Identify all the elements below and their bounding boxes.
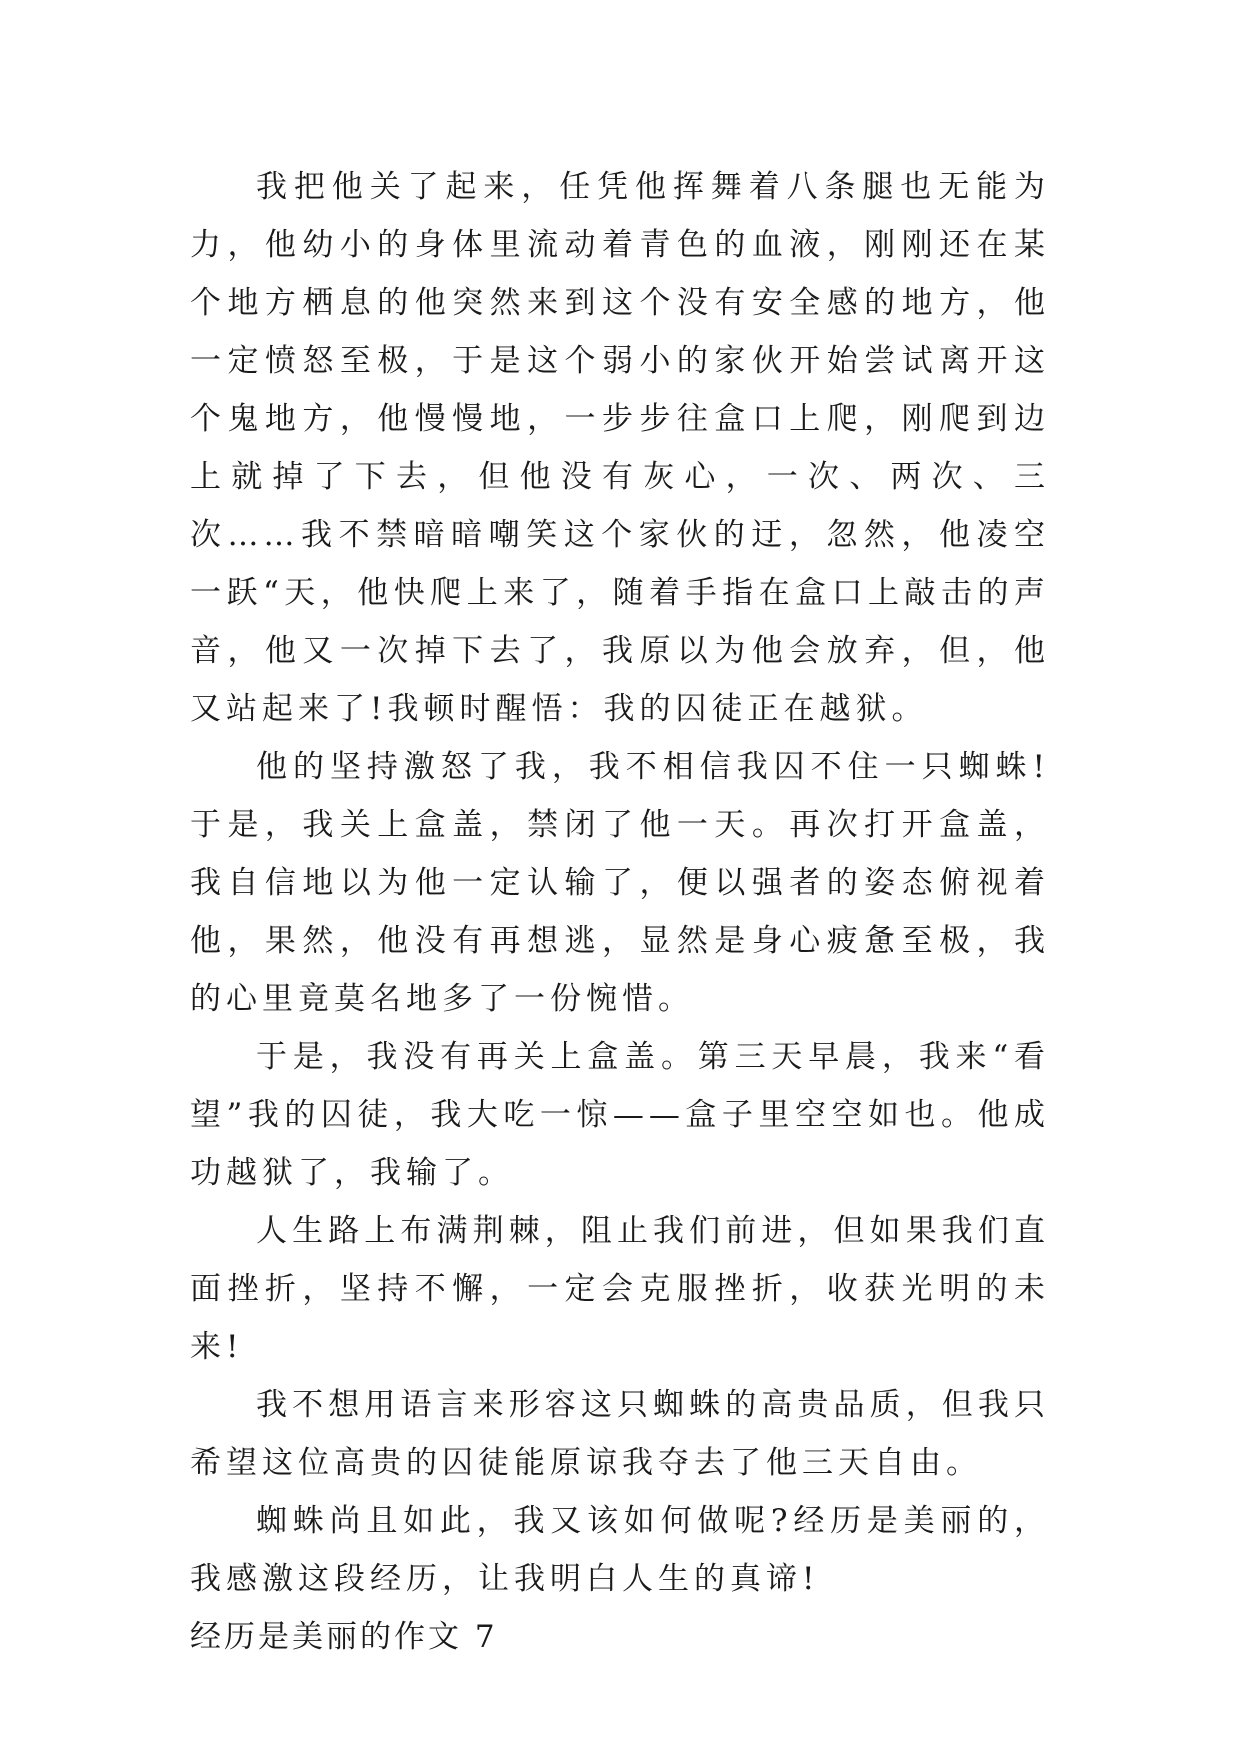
- section-title: 经历是美丽的作文 7: [190, 1619, 498, 1655]
- paragraph: 我不想用语言来形容这只蜘蛛的高贵品质，但我只希望这位高贵的囚徒能原谅我夺去了他三天自由。: [190, 1387, 1050, 1481]
- paragraph: 蜘蛛尚且如此，我又该如何做呢?经历是美丽的，我感激这段经历，让我明白人生的真谛!: [190, 1503, 1050, 1597]
- paragraph: 人生路上布满荆棘，阻止我们前进，但如果我们直面挫折，坚持不懈，一定会克服挫折，收获光明的未来!: [190, 1213, 1050, 1365]
- paragraph: 他的坚持激怒了我，我不相信我囚不住一只蜘蛛!于是，我关上盒盖，禁闭了他一天。再次打开盒盖，我自信地以为他一定认输了，便以强者的姿态俯视着他，果然，他没有再想逃，显然是身心疲惫至极，我的心里竟莫名地多了一份惋惜。: [190, 749, 1050, 1017]
- paragraph: 我把他关了起来，任凭他挥舞着八条腿也无能为力，他幼小的身体里流动着青色的血液，刚刚还在某个地方栖息的他突然来到这个没有安全感的地方，他一定愤怒至极，于是这个弱小的家伙开始尝试离开这个鬼地方，他慢慢地，一步步往盒口上爬，刚爬到边上就掉了下去，但他没有灰心，一次、两次、三次……我不禁暗暗嘲笑这个家伙的迂，忽然，他凌空一跃“天，他快爬上来了，随着手指在盒口上敲击的声音，他又一次掉下去了，我原以为他会放弃，但，他又站起来了!我顿时醒悟：我的囚徒正在越狱。: [190, 169, 1050, 727]
- document-body: [190, 158, 1050, 1666]
- paragraph: 于是，我没有再关上盒盖。第三天早晨，我来“看望”我的囚徒，我大吃一惊——盒子里空空如也。他成功越狱了，我输了。: [190, 1039, 1050, 1191]
